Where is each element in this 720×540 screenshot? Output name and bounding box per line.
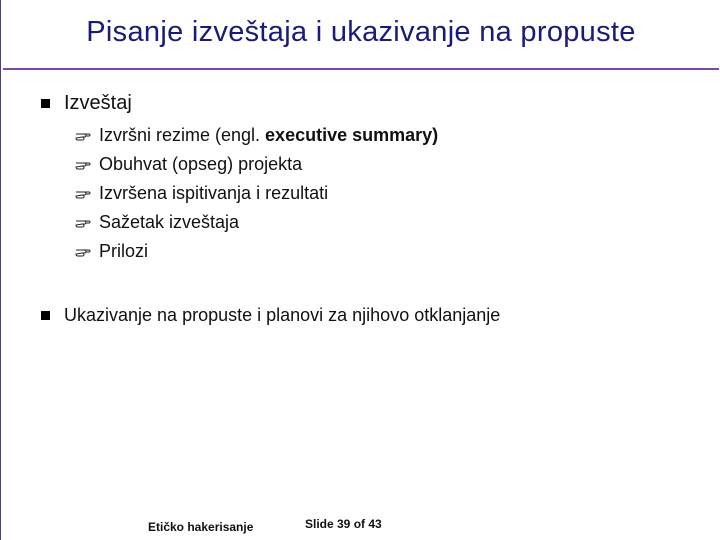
sub-bullet-3 [75,183,328,204]
pointing-hand-icon [75,217,91,229]
sub-bullet-4 [75,212,239,233]
sub-bullet-2 [75,154,302,175]
pointing-hand-icon [75,246,91,258]
sub-bullet-1 [75,125,438,146]
pointing-hand-icon [75,130,91,142]
sub-bullet-text: Obuhvat (opseg) projekta [99,154,303,174]
sub-bullet-text: Izvršni rezime (engl. executive summary) [99,125,439,145]
footer-course: Etičko hakerisanje [148,520,254,534]
sub-bullet-text: Izvršena ispitivanja i rezultati [99,183,329,203]
bullet-ukazivanje [41,305,500,326]
sub-bullet-5 [75,241,148,262]
bullet-text: Izveštaj [64,92,132,114]
square-bullet-icon [41,99,50,108]
square-bullet-icon [41,311,50,320]
bullet-text: Ukazivanje na propuste i planovi za njihovo otklanjanje [64,305,501,325]
slide-title: Pisanje izveštaja i ukazivanje na propuste [86,16,636,48]
pointing-hand-icon [75,188,91,200]
sub-bullet-text: Prilozi [99,241,149,261]
footer-slide-number: Slide 39 of 43 [305,517,382,531]
sub-bullet-text: Sažetak izveštaja [99,212,240,232]
bullet-izvestaj [41,92,132,115]
title-divider [3,68,719,70]
pointing-hand-icon [75,159,91,171]
